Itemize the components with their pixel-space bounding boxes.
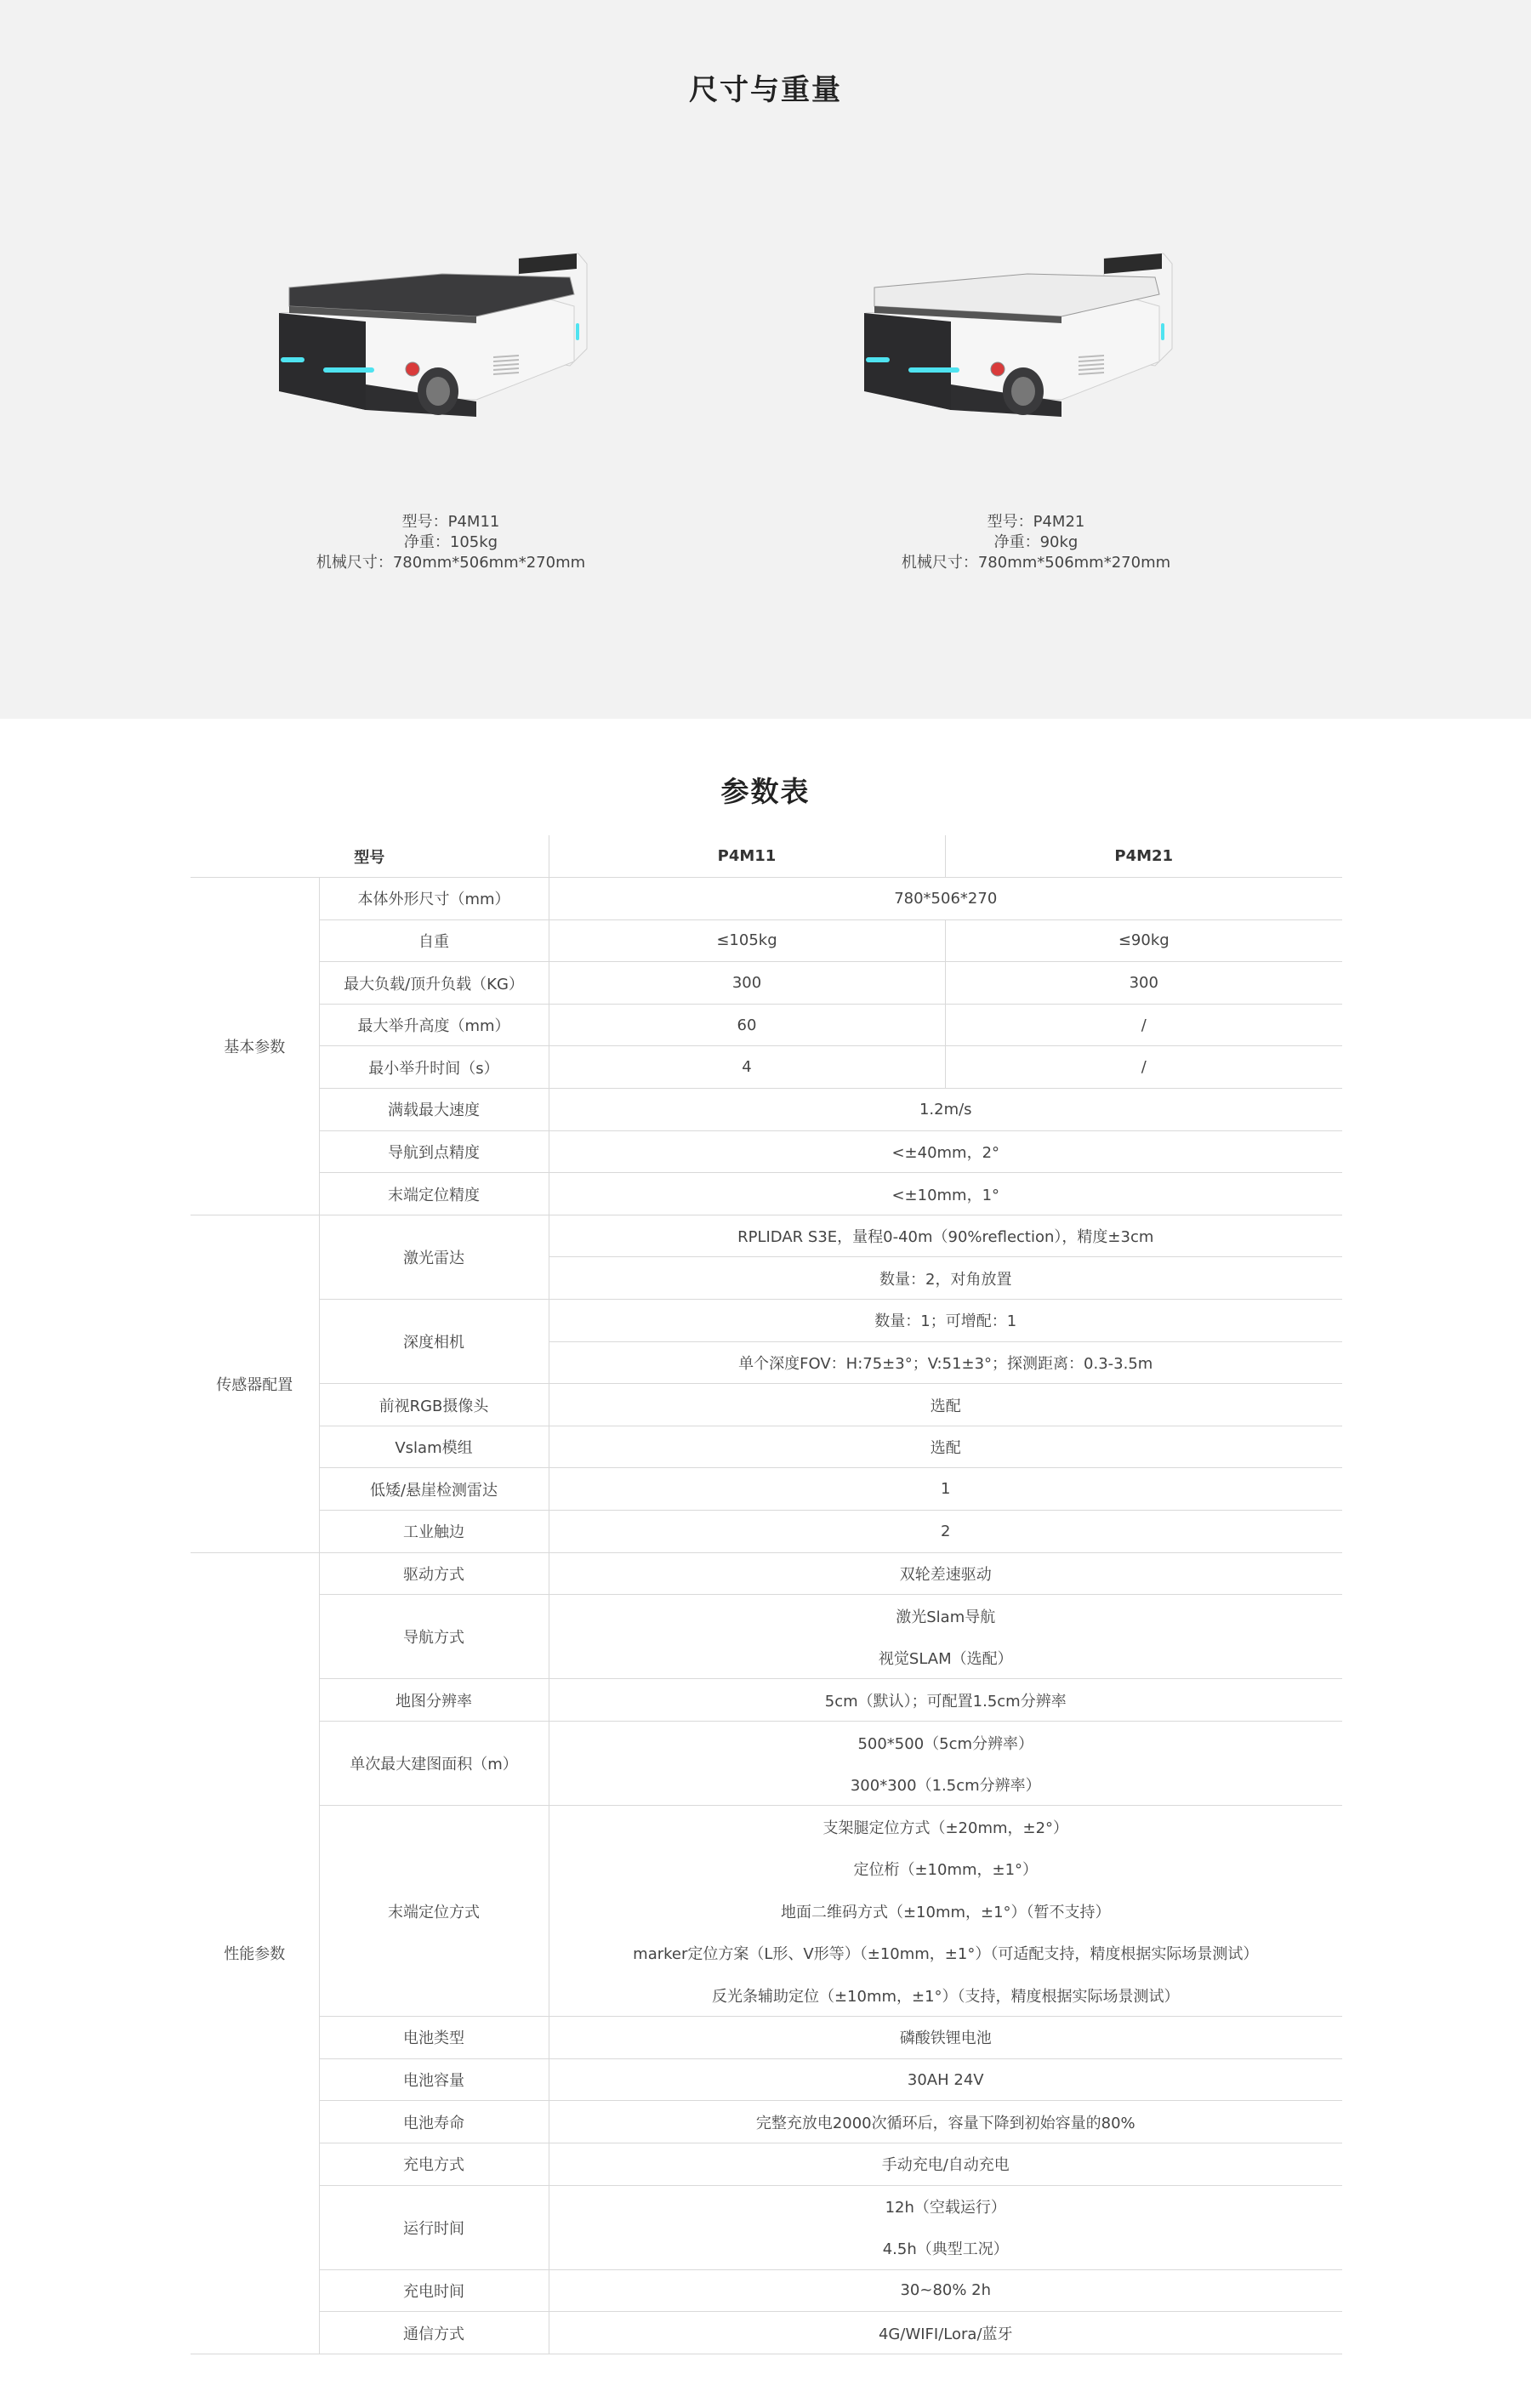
light-strip-front	[908, 367, 959, 373]
robot-p4m11-illustration	[264, 221, 672, 442]
table-row	[191, 1721, 1342, 1763]
spec-p4m21	[815, 512, 1257, 573]
table-row	[191, 1552, 1342, 1595]
table-row	[191, 2017, 1342, 2059]
row-label: 最小举升时间（s）	[319, 1046, 549, 1089]
row-label: 前视RGB摄像头	[319, 1384, 549, 1426]
table-row	[191, 1806, 1342, 1848]
table-row	[191, 878, 1342, 920]
header-model-label: 型号	[191, 835, 549, 878]
table-row	[191, 2185, 1342, 2228]
row-value: 完整充放电2000次循环后，容量下降到初始容量的80%	[549, 2101, 1342, 2143]
table-row	[191, 1426, 1342, 1468]
row-label: 导航方式	[319, 1595, 549, 1679]
row-value: <±40mm，2°	[549, 1130, 1342, 1173]
spec-p4m11	[230, 512, 672, 573]
row-label: 运行时间	[319, 2185, 549, 2269]
spec-weight: 净重：90kg	[993, 533, 1079, 551]
row-label: 满载最大速度	[319, 1089, 549, 1131]
row-value: 12h（空载运行）	[885, 2199, 1006, 2217]
table-row	[191, 1468, 1342, 1511]
row-value-p4m21: /	[945, 1046, 1342, 1089]
robot-p4m21-illustration	[849, 221, 1257, 442]
row-value: 4.5h（典型工况）	[549, 2228, 1342, 2270]
row-value: <±10mm，1°	[549, 1173, 1342, 1215]
dimensions-section	[0, 0, 1531, 719]
table-row	[191, 2312, 1342, 2354]
row-value: 地面二维码方式（±10mm，±1°）（暂不支持）	[780, 1903, 1111, 1921]
table-row	[191, 1595, 1342, 1637]
table-row	[191, 1300, 1342, 1342]
row-label: 最大举升高度（mm）	[319, 1004, 549, 1046]
table-row	[191, 1089, 1342, 1131]
params-table	[191, 835, 1342, 2354]
spec-size: 机械尺寸：780mm*506mm*270mm	[316, 554, 586, 572]
row-value: 2	[549, 1511, 1342, 1553]
table-row	[191, 1384, 1342, 1426]
row-value: 反光条辅助定位（±10mm，±1°）（支持，精度根据实际场景测试）	[549, 1974, 1342, 2017]
table-row	[191, 2269, 1342, 2312]
row-value: 1	[549, 1468, 1342, 1511]
spec-size: 机械尺寸：780mm*506mm*270mm	[901, 554, 1171, 572]
row-value: 780*506*270	[549, 878, 1342, 920]
row-value-p4m21: /	[945, 1004, 1342, 1046]
row-label: 导航到点精度	[319, 1130, 549, 1173]
table-header-row	[191, 835, 1342, 878]
row-value: 支架腿定位方式（±20mm，±2°）	[822, 1819, 1069, 1837]
row-label: 电池类型	[319, 2017, 549, 2059]
table-row	[191, 919, 1342, 962]
robot-image-p4m21	[849, 221, 1257, 442]
row-value: 单个深度FOV：H:75±3°；V:51±3°；探测距离：0.3-3.5m	[549, 1341, 1342, 1384]
row-value: 手动充电/自动充电	[549, 2143, 1342, 2185]
table-row	[191, 2143, 1342, 2185]
row-value: 数量：1；可增配：1	[549, 1300, 1342, 1342]
robot-image-p4m11	[264, 221, 672, 442]
row-value: 双轮差速驱动	[549, 1552, 1342, 1595]
row-label: 激光雷达	[319, 1215, 549, 1299]
row-value: 定位桁（±10mm，±1°）	[853, 1861, 1039, 1880]
row-label: 最大负载/顶升负载（KG）	[319, 962, 549, 1005]
table-row	[191, 2101, 1342, 2143]
light-strip-front	[323, 367, 374, 373]
row-value: marker定位方案（L形、V形等）（±10mm，±1°）（可适配支持，精度根据实际场景测试）	[633, 1945, 1259, 1964]
group-perf: 性能参数	[191, 1552, 319, 2354]
row-value: 激光Slam导航	[896, 1608, 996, 1626]
dimensions-title: 尺寸与重量	[689, 73, 842, 107]
wheel-hub	[426, 377, 450, 406]
row-value-p4m21: ≤90kg	[945, 919, 1342, 962]
row-value: 500*500（5cm分辨率）	[857, 1734, 1034, 1753]
table-row	[191, 1004, 1342, 1046]
row-value-p4m21: 300	[945, 962, 1342, 1005]
row-label: 工业触边	[319, 1511, 549, 1553]
row-label: 驱动方式	[319, 1552, 549, 1595]
table-row	[191, 2058, 1342, 2101]
row-value: 选配	[549, 1384, 1342, 1426]
row-value: RPLIDAR S3E，量程0-40m（90%reflection），精度±3cm	[549, 1215, 1342, 1257]
light-strip-side	[1161, 323, 1164, 340]
row-label: 单次最大建图面积（m）	[319, 1721, 549, 1805]
row-label: 电池容量	[319, 2058, 549, 2101]
row-value-p4m11: ≤105kg	[549, 919, 945, 962]
table-row	[191, 1130, 1342, 1173]
row-value: 视觉SLAM（选配）	[549, 1637, 1342, 1679]
group-sensor: 传感器配置	[191, 1215, 319, 1552]
table-row	[191, 1679, 1342, 1722]
row-label: 本体外形尺寸（mm）	[319, 878, 549, 920]
table-row	[191, 1173, 1342, 1215]
table-row	[191, 1215, 1342, 1257]
spec-model: 型号：P4M11	[401, 513, 500, 531]
row-label: 充电方式	[319, 2143, 549, 2185]
row-label: 自重	[319, 919, 549, 962]
group-basic: 基本参数	[191, 878, 319, 1215]
row-value: 300*300（1.5cm分辨率）	[549, 1763, 1342, 1806]
spec-weight: 净重：105kg	[403, 533, 498, 551]
row-value: 1.2m/s	[549, 1089, 1342, 1131]
row-value: 选配	[549, 1426, 1342, 1468]
spec-model: 型号：P4M21	[987, 513, 1085, 531]
table-row	[191, 1511, 1342, 1553]
light-strip-left	[281, 357, 304, 362]
row-value-p4m11: 60	[549, 1004, 945, 1046]
row-value-p4m11: 4	[549, 1046, 945, 1089]
light-strip-side	[576, 323, 579, 340]
row-label: 地图分辨率	[319, 1679, 549, 1722]
row-label: 末端定位精度	[319, 1173, 549, 1215]
header-p4m11: P4M11	[549, 835, 945, 878]
row-label: 充电时间	[319, 2269, 549, 2312]
row-value: 5cm（默认）；可配置1.5cm分辨率	[549, 1679, 1342, 1722]
row-label: 电池寿命	[319, 2101, 549, 2143]
row-value: 数量：2，对角放置	[549, 1257, 1342, 1300]
row-value: 4G/WIFI/Lora/蓝牙	[549, 2312, 1342, 2354]
table-row	[191, 962, 1342, 1005]
wheel-hub	[1011, 377, 1035, 406]
row-label: 低矮/悬崖检测雷达	[319, 1468, 549, 1511]
row-label: 通信方式	[319, 2312, 549, 2354]
row-label: Vslam模组	[319, 1426, 549, 1468]
light-strip-left	[866, 357, 890, 362]
row-label: 深度相机	[319, 1300, 549, 1384]
header-p4m21: P4M21	[945, 835, 1342, 878]
row-label: 末端定位方式	[319, 1806, 549, 2017]
row-value: 30~80% 2h	[549, 2269, 1342, 2312]
table-row	[191, 1046, 1342, 1089]
row-value: 30AH 24V	[549, 2058, 1342, 2101]
row-value-p4m11: 300	[549, 962, 945, 1005]
row-value: 磷酸铁锂电池	[549, 2017, 1342, 2059]
emergency-stop-icon	[406, 362, 419, 376]
emergency-stop-icon	[991, 362, 1005, 376]
params-title: 参数表	[720, 775, 811, 808]
